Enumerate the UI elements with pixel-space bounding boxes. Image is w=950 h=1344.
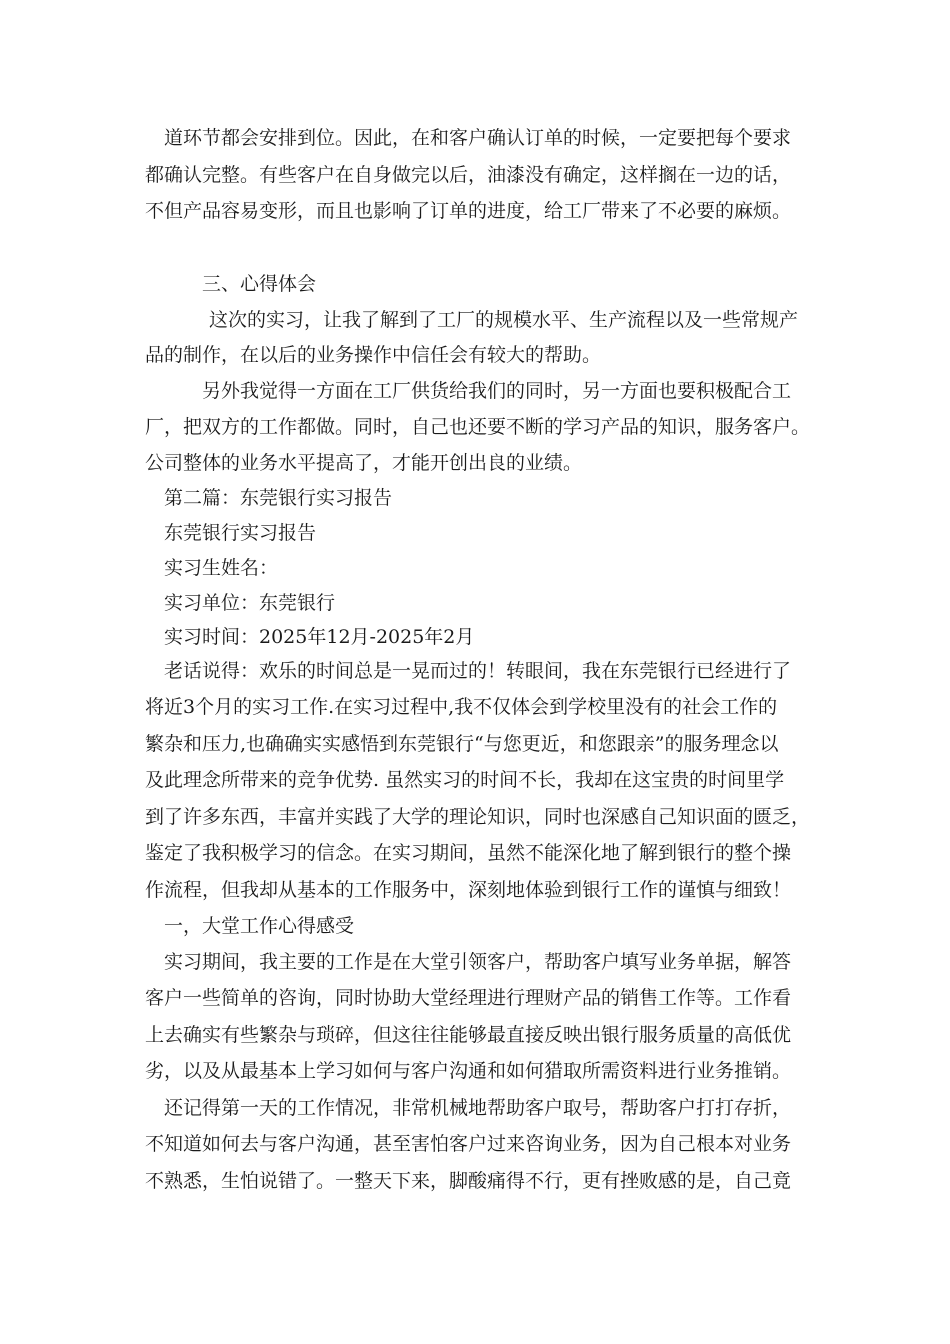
paragraph-line: 这次的实习，让我了解到了工厂的规模水平、生产流程以及一些常规产 [209, 309, 799, 331]
chapter-heading: 第二篇：东莞银行实习报告 [164, 487, 393, 509]
paragraph-line: 品的制作，在以后的业务操作中信任会有较大的帮助。 [145, 344, 602, 366]
paragraph-line: 不熟悉，生怕说错了。一整天下来，脚酸痛得不行，更有挫败感的是，自己竟 [145, 1170, 792, 1192]
paragraph-line: 鉴定了我积极学习的信念。在实习期间，虽然不能深化地了解到银行的整个操 [145, 842, 792, 864]
paragraph-line: 还记得第一天的工作情况，非常机械地帮助客户取号，帮助客户打打存折， [164, 1097, 792, 1119]
paragraph-line: 道环节都会安排到位。因此，在和客户确认订单的时候，一定要把每个要求 [164, 127, 792, 149]
paragraph-line: 及此理念所带来的竞争优势. 虽然实习的时间不长，我却在这宝贵的时间里学 [145, 769, 785, 791]
intern-period: 实习时间：2025年12月-2025年2月 [164, 626, 475, 648]
paragraph-line: 另外我觉得一方面在工厂供货给我们的同时，另一方面也要积极配合工 [202, 380, 792, 402]
report-title: 东莞银行实习报告 [164, 522, 317, 544]
paragraph-line: 公司整体的业务水平提高了，才能开创出良的业绩。 [145, 452, 583, 474]
paragraph-line: 劣，以及从最基本上学习如何与客户沟通和如何猎取所需资料进行业务推销。 [145, 1060, 792, 1082]
paragraph-line: 不但产品容易变形，而且也影响了订单的进度，给工厂带来了不必要的麻烦。 [145, 200, 792, 222]
paragraph-line: 繁杂和压力,也确确实实感悟到东莞银行“与您更近，和您跟亲”的服务理念以 [145, 733, 779, 755]
paragraph-line: 老话说得：欢乐的时间总是一晃而过的！转眼间，我在东莞银行已经进行了 [164, 660, 792, 682]
paragraph-line: 将近3个月的实习工作.在实习过程中,我不仅体会到学校里没有的社会工作的 [145, 696, 778, 718]
section-heading: 一，大堂工作心得感受 [164, 915, 355, 937]
intern-name-label: 实习生姓名： [164, 557, 279, 579]
section-heading: 三、心得体会 [202, 273, 317, 295]
paragraph-line: 作流程，但我却从基本的工作服务中，深刻地体验到银行工作的谨慎与细致！ [145, 879, 792, 901]
paragraph-line: 不知道如何去与客户沟通，甚至害怕客户过来咨询业务，因为自己根本对业务 [145, 1133, 792, 1155]
intern-unit: 实习单位：东莞银行 [164, 592, 336, 614]
paragraph-line: 上去确实有些繁杂与琐碎，但这往往能够最直接反映出银行服务质量的高低优 [145, 1024, 792, 1046]
paragraph-line: 到了许多东西，丰富并实践了大学的理论知识，同时也深感自己知识面的匮乏， [145, 806, 811, 828]
paragraph-line: 厂，把双方的工作都做。同时，自己也还要不断的学习产品的知识，服务客户。 [145, 416, 811, 438]
paragraph-line: 客户一些简单的咨询，同时协助大堂经理进行理财产品的销售工作等。工作看 [145, 987, 792, 1009]
paragraph-line: 都确认完整。有些客户在自身做完以后，油漆没有确定，这样搁在一边的话， [145, 164, 792, 186]
paragraph-line: 实习期间，我主要的工作是在大堂引领客户，帮助客户填写业务单据，解答 [164, 951, 792, 973]
